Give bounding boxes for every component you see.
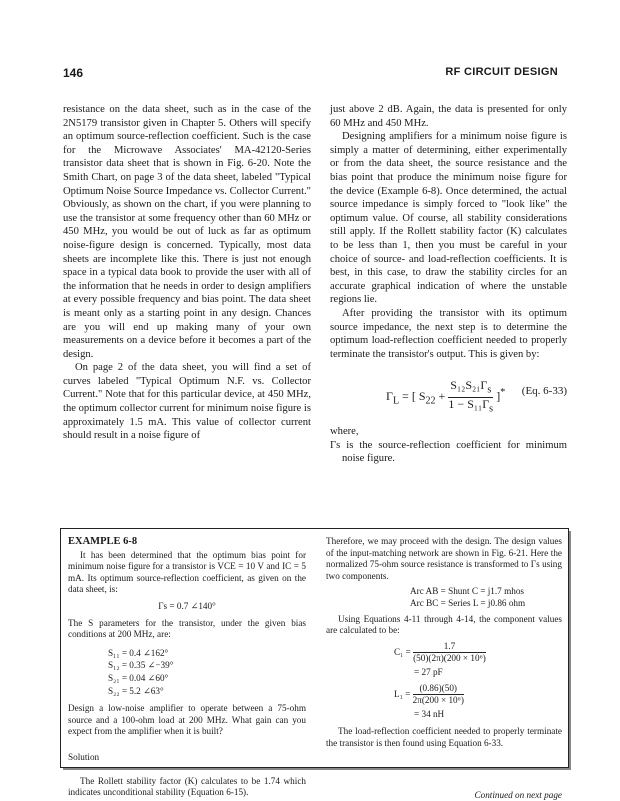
c1-denominator: (50)(2π)(200 × 10⁶) — [413, 653, 486, 665]
gamma-s-definition: Γs is the source-reflection coefficient for minimum noise figure. — [330, 439, 567, 466]
example-left-column — [68, 536, 306, 799]
example-paragraph-1: It has been determined that the optimum bias point for minimum noise figure for a transistor is VCE = 10 V and IC = 5 mA. Its optimum source-reflection coefficient, as given on the data sheet, is: — [68, 550, 306, 596]
example-right-paragraph-2: Using Equations 4-11 through 4-14, the component values are calculated to be: — [326, 614, 562, 637]
s11-value: S₁₁ = 0.4 ∠162° — [108, 647, 306, 660]
c1-lhs: C₁ = — [394, 647, 411, 657]
eq-numerator: S₁₂S₂₁Γ — [450, 378, 487, 392]
arc-ab: Arc AB = Shunt C = j1.7 mhos — [410, 586, 562, 598]
eq-close: ] — [496, 390, 500, 404]
example-right-column — [326, 536, 562, 801]
s21-value: S₂₁ = 0.04 ∠60° — [108, 672, 306, 685]
eq-star: * — [500, 388, 505, 399]
gamma-s-value: Γs = 0.7 ∠140° — [68, 601, 306, 613]
example-right-paragraph-1: Therefore, we may proceed with the design. The design values of the input-matching network are shown in Fig. 6-21. Here the normalized 75-ohm source resistance is transformed to Γs using two components. — [326, 536, 562, 582]
left-column — [63, 103, 311, 443]
example-right-paragraph-3: The load-reflection coefficient needed to properly terminate the transistor is then found using Equation 6-33. — [326, 726, 562, 749]
s12-value: S₁₂ = 0.35 ∠−39° — [108, 659, 306, 672]
eq-num-sub: s — [487, 385, 491, 396]
arc-list — [326, 586, 562, 609]
right-paragraph-2: Designing amplifiers for a minimum noise figure is simply a matter of determining, either experimentally or from the data sheet, the source resistance and the bias point that produce the minimum noise figure for the device (Example 6-8). Once determined, the actual source impedance is simply forced to "look like" the optimum value. Of course, all stability considerations still apply. If the Rollett stability factor (K) calculates to be less than 1, then you must be careful in your choice of source- and load-reflection coefficients. It is best, in this case, to draw the stability circles for an accurate graphical indication of where the unstable regions lie. — [330, 130, 567, 307]
right-paragraph-3: After providing the transistor with its optimum source impedance, the next step is to determine the optimum load-reflection coefficient needed to properly terminate the transistor's output. This is given by: — [330, 307, 567, 361]
l1-lhs: L₁ = — [394, 689, 410, 699]
where-label: where, — [330, 425, 567, 439]
right-paragraph-1: just above 2 dB. Again, the data is presented for only 60 MHz and 450 MHz. — [330, 103, 567, 130]
continued-note: Continued on next page — [326, 790, 562, 801]
eq-term: S — [419, 390, 426, 404]
s22-value: S₂₂ = 5.2 ∠63° — [108, 685, 306, 698]
eq-fraction — [448, 379, 493, 416]
l1-fraction — [413, 683, 464, 707]
eq-denominator: 1 − S₁₁Γ — [448, 397, 489, 411]
eq-term-sub: 22 — [426, 396, 436, 407]
arc-bc: Arc BC = Series L = j0.86 ohm — [410, 598, 562, 610]
equation-6-33 — [330, 373, 567, 417]
equation-label: (Eq. 6-33) — [522, 385, 567, 399]
left-paragraph-1: resistance on the data sheet, such as in the case of the 2N5179 transistor given in Chapter 5. Others will specify an optimum source-reflection coefficient. Such is the case for the Microwave Associates' MA-42120-Series transistor data sheet that is shown in Fig. 6-20. Note the Smith Chart, on page 3 of the data sheet, labeled "Typical Optimum Noise Source Impedance vs. Collector Current." Obviously, as shown on the chart, if you were planning to use the transistor at some frequency other than 60 MHz or 450 MHz, you would be out of luck as far as optimum noise-figure design is concerned. Typically, most data sheets are incomplete like this. There is just not enough space in a typical data book to provide the user with all of the information that he needs in order to design amplifiers at every possible frequency and bias point. The data sheet is meant only as a starting point in any design. Chances are you will end up making many of your own measurements on a device before it becomes a part of the design. — [63, 103, 311, 361]
solution-label: Solution — [68, 752, 306, 764]
example-paragraph-3: Design a low-noise amplifier to operate between a 75-ohm source and a 100-ohm load at 200 MHz. What gain can you expect from the amplifier when it is built? — [68, 703, 306, 738]
example-paragraph-2: The S parameters for the transistor, under the given bias conditions at 200 MHz, are: — [68, 618, 306, 641]
s-parameter-list — [68, 647, 306, 697]
l1-denominator: 2π(200 × 10⁶) — [413, 695, 464, 707]
l1-result: = 34 nH — [394, 709, 562, 721]
eq-lhs: Γ — [386, 390, 393, 404]
c1-result: = 27 pF — [394, 667, 562, 679]
component-calculations — [326, 641, 562, 721]
c1-fraction — [413, 641, 486, 665]
eq-plus: + — [436, 390, 449, 404]
running-title: RF CIRCUIT DESIGN — [445, 66, 558, 78]
page-number: 146 — [63, 66, 83, 80]
right-column — [330, 103, 567, 466]
example-title: EXAMPLE 6-8 — [68, 536, 306, 548]
l1-numerator: (0.86)(50) — [413, 683, 464, 696]
eq-lhs-sub: L — [393, 396, 399, 407]
example-paragraph-4: The Rollett stability factor (K) calculates to be 1.74 which indicates unconditional stability (Equation 6-15). — [68, 776, 306, 799]
c1-numerator: 1.7 — [413, 641, 486, 654]
eq-equals: = [ — [402, 390, 416, 404]
eq-den-sub: s — [489, 404, 493, 415]
left-paragraph-2: On page 2 of the data sheet, you will find a set of curves labeled "Typical Optimum N.F. vs. Collector Current." Note that for this particular device, at 450 MHz, the optimum collector current for minimum noise figure is approximately 1.5 mA. This value of collector current should result in a noise figure of — [63, 361, 311, 443]
